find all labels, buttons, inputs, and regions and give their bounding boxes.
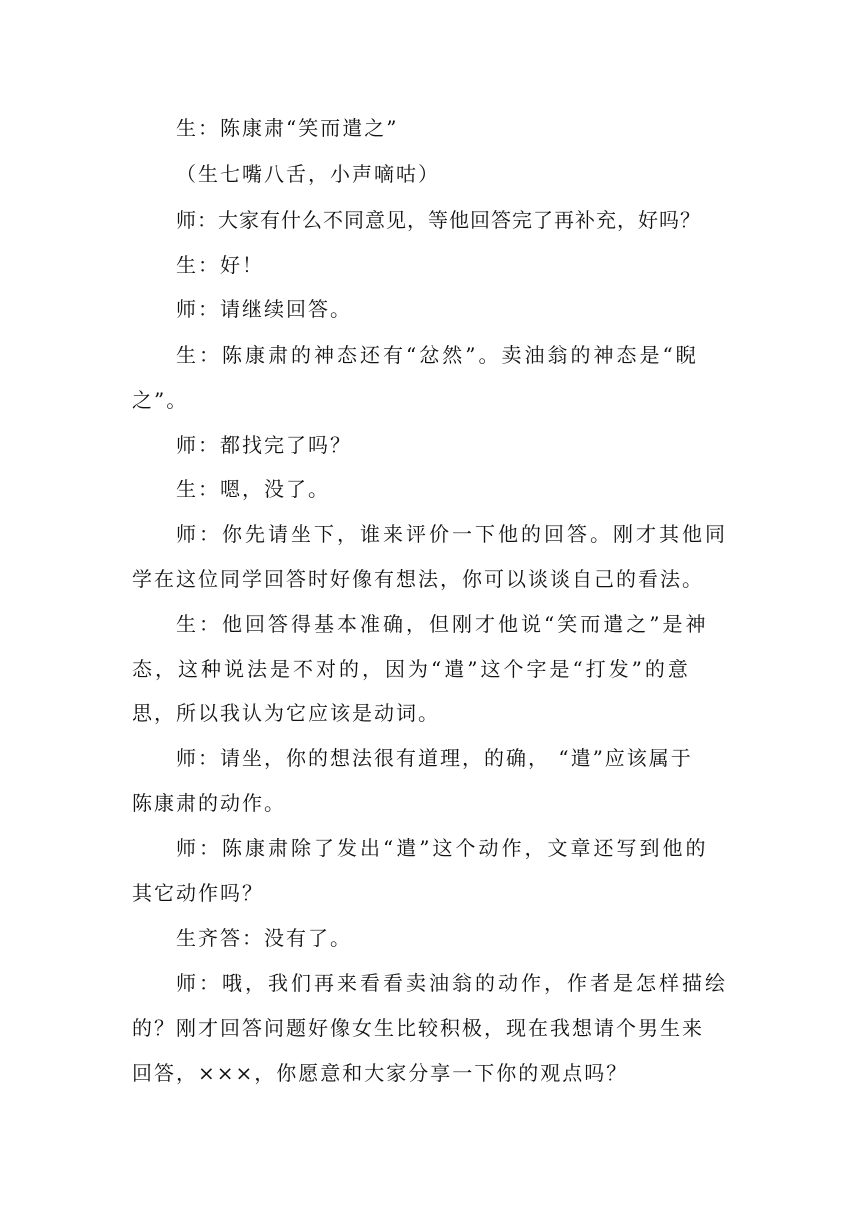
dialogue-line: 师：哦，我们再来看看卖油翁的动作，作者是怎样描绘 [176,971,728,995]
dialogue-line: 师：大家有什么不同意见，等他回答完了再补充，好吗？ [176,208,701,232]
dialogue-line: 师：都找完了吗？ [176,433,352,457]
dialogue-continuation-line: 学在这位同学回答时好像有想法，你可以谈谈自己的看法。 [132,567,704,591]
dialogue-line: 师：你先请坐下，谁来评价一下他的回答。刚才其他同 [176,522,728,546]
dialogue-line: 生齐答：没有了。 [176,926,352,950]
dialogue-line: 生：陈康肃“笑而遣之” [176,116,399,140]
dialogue-line: 师：请坐，你的想法很有道理，的确， “遣”应该属于 [176,746,693,770]
dialogue-continuation-line: 的？刚才回答问题好像女生比较积极，现在我想请个男生来 [132,1016,704,1040]
dialogue-line: 师：陈康肃除了发出“遣”这个动作，文章还写到他的 [176,836,709,860]
stage-direction-line: （生七嘴八舌，小声嘀咕） [176,162,440,186]
dialogue-continuation-line: 回答，×××，你愿意和大家分享一下你的观点吗？ [132,1061,629,1085]
dialogue-continuation-line: 态，这种说法是不对的，因为“遣”这个字是“打发”的意 [132,657,691,681]
dialogue-continuation-line: 之”。 [132,388,189,412]
dialogue-continuation-line: 思，所以我认为它应该是动词。 [132,701,440,725]
dialogue-line: 生：陈康肃的神态还有“忿然”。卖油翁的神态是“睨 [176,343,699,367]
dialogue-line: 师：请继续回答。 [176,297,352,321]
dialogue-line: 生：他回答得基本准确，但刚才他说“笑而遣之”是神 [176,612,709,636]
dialogue-continuation-line: 其它动作吗？ [132,881,264,905]
dialogue-line: 生：嗯，没了。 [176,477,330,501]
dialogue-continuation-line: 陈康肃的动作。 [132,791,286,815]
dialogue-line: 生：好！ [176,253,264,277]
